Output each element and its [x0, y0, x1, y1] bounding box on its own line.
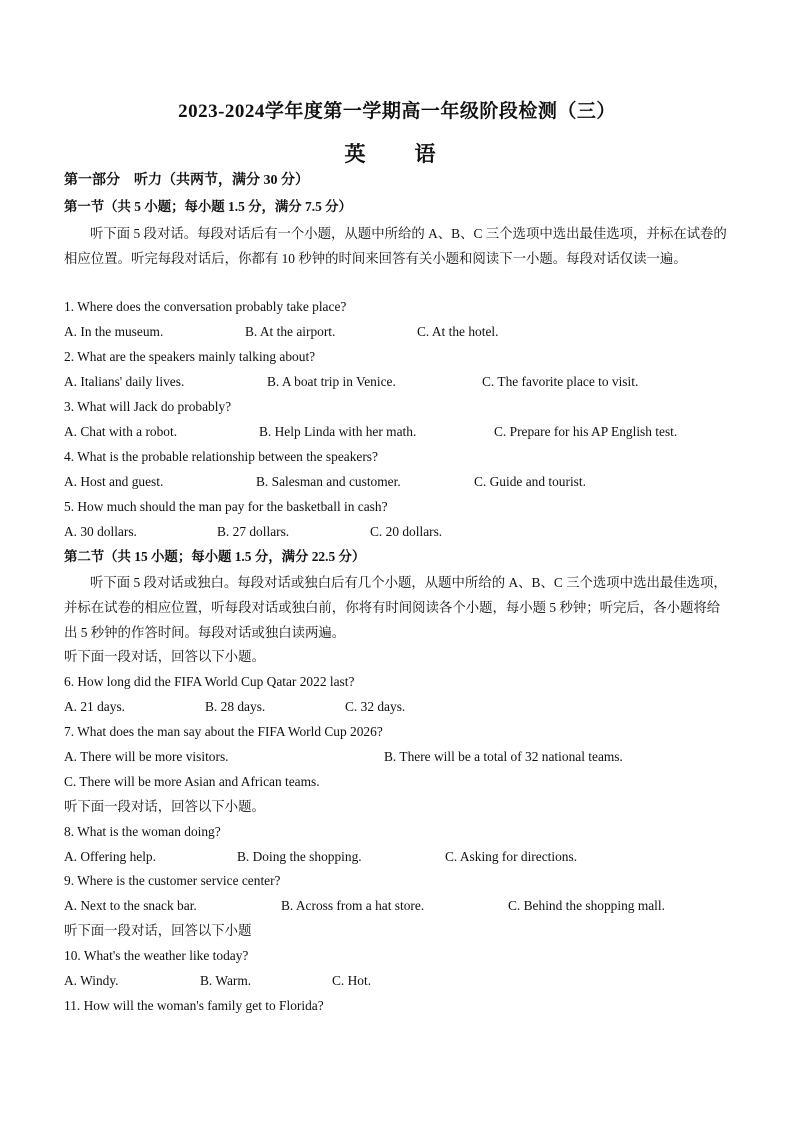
question-7-stem: 7. What does the man say about the FIFA World Cup 2026?	[64, 724, 383, 739]
subject-title: 英 语	[344, 142, 450, 166]
question-2-stem: 2. What are the speakers mainly talking about?	[64, 349, 316, 364]
q3-option-c: C. Prepare for his AP English test.	[494, 424, 678, 439]
question-6-stem: 6. How long did the FIFA World Cup Qatar 2022 last?	[64, 674, 355, 689]
section2-heading: 第二节（共 15 小题；每小题 1.5 分，满分 22.5 分）	[64, 549, 366, 564]
q7-option-b: B. There will be a total of 32 national teams.	[384, 749, 623, 764]
q10-option-b: B. Warm.	[200, 973, 252, 988]
q3-option-a: A. Chat with a robot.	[64, 424, 178, 439]
question-10-stem: 10. What's the weather like today?	[64, 948, 249, 963]
question-9-stem: 9. Where is the customer service center?	[64, 873, 281, 888]
question-3-stem: 3. What will Jack do probably?	[64, 399, 232, 414]
q4-option-a: A. Host and guest.	[64, 474, 164, 489]
q5-option-a: A. 30 dollars.	[64, 524, 137, 539]
q1-option-a: A. In the museum.	[64, 324, 164, 339]
q9-option-b: B. Across from a hat store.	[281, 898, 425, 913]
q8-option-b: B. Doing the shopping.	[237, 849, 362, 864]
question-8-stem: 8. What is the woman doing?	[64, 824, 221, 839]
section2-instructions: 听下面 5 段对话或独白。每段对话或独白后有几个小题，从题中所给的 A、B、C 三个选项中选出最佳选项，并标在试卷的相应位置，听每段对话或独白前，你将有时间阅读各个小题，每小题 5 秒钟；听完后，各小题将给出 5 秒钟的作答时间。每段对话或独白读两遍。	[64, 575, 727, 640]
question-1-stem: 1. Where does the conversation probably take place?	[64, 299, 347, 314]
q9-option-a: A. Next to the snack bar.	[64, 898, 197, 913]
q6-option-b: B. 28 days.	[205, 699, 266, 714]
q6-option-a: A. 21 days.	[64, 699, 125, 714]
listening-note-1: 听下面一段对话，回答以下小题。	[64, 649, 265, 664]
q4-option-b: B. Salesman and customer.	[256, 474, 401, 489]
q3-option-b: B. Help Linda with her math.	[259, 424, 417, 439]
q7-option-a: A. There will be more visitors.	[64, 749, 229, 764]
q10-option-a: A. Windy.	[64, 973, 119, 988]
section1-instructions: 听下面 5 段对话。每段对话后有一个小题，从题中所给的 A、B、C 三个选项中选出最佳选项，并标在试卷的相应位置。听完每段对话后，你都有 10 秒钟的时间来回答有关小题和阅读下一小题。每段对话仅读一遍。	[64, 226, 727, 266]
question-5-stem: 5. How much should the man pay for the basketball in cash?	[64, 499, 388, 514]
q1-option-c: C. At the hotel.	[417, 324, 499, 339]
q5-option-b: B. 27 dollars.	[217, 524, 290, 539]
q2-option-a: A. Italians' daily lives.	[64, 374, 185, 389]
q5-option-c: C. 20 dollars.	[370, 524, 443, 539]
q7-option-c: C. There will be more Asian and African teams.	[64, 774, 320, 789]
question-11-stem: 11. How will the woman's family get to Florida?	[64, 998, 324, 1013]
part1-heading: 第一部分 听力（共两节，满分 30 分）	[64, 173, 309, 188]
q9-option-c: C. Behind the shopping mall.	[508, 898, 665, 913]
q8-option-c: C. Asking for directions.	[445, 849, 578, 864]
q10-option-c: C. Hot.	[332, 973, 372, 988]
q6-option-c: C. 32 days.	[345, 699, 406, 714]
q2-option-c: C. The favorite place to visit.	[482, 374, 639, 389]
q8-option-a: A. Offering help.	[64, 849, 156, 864]
q1-option-b: B. At the airport.	[245, 324, 336, 339]
question-4-stem: 4. What is the probable relationship between the speakers?	[64, 449, 378, 464]
listening-note-3: 听下面一段对话，回答以下小题	[64, 923, 252, 938]
q4-option-c: C. Guide and tourist.	[474, 474, 586, 489]
listening-note-2: 听下面一段对话，回答以下小题。	[64, 799, 265, 814]
section1-heading: 第一节（共 5 小题；每小题 1.5 分，满分 7.5 分）	[64, 199, 352, 214]
exam-title: 2023-2024学年度第一学期高一年级阶段检测（三）	[178, 101, 616, 122]
q2-option-b: B. A boat trip in Venice.	[267, 374, 396, 389]
